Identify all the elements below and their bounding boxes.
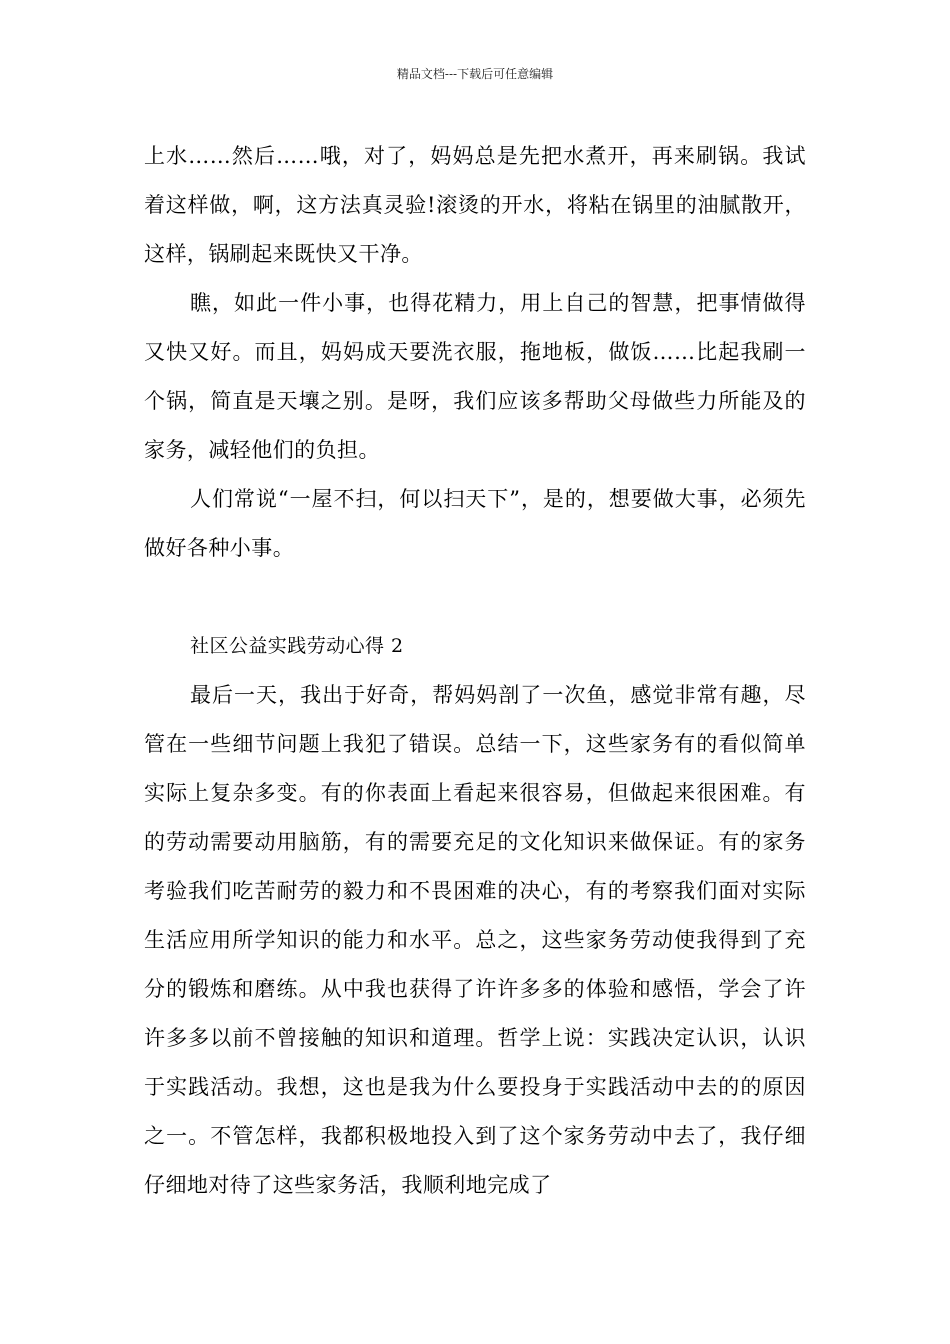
document-body: [144, 132, 806, 1210]
paragraph: 最后一天，我出于好奇，帮妈妈剖了一次鱼，感觉非常有趣，尽管在一些细节问题上我犯了错误。总结一下，这些家务有的看似简单实际上复杂多变。有的你表面上看起来很容易，但做起来很困难。有的劳动需要动用脑筋，有的需要充足的文化知识来做保证。有的家务考验我们吃苦耐劳的毅力和不畏困难的决心，有的考察我们面对实际生活应用所学知识的能力和水平。总之，这些家务劳动使我得到了充分的锻炼和磨练。从中我也获得了许许多多的体验和感悟，学会了许许多多以前不曾接触的知识和道理。哲学上说：实践决定认识，认识于实践活动。我想，这也是我为什么要投身于实践活动中去的的原因之一。不管怎样，我都积极地投入到了这个家务劳动中去了，我仔细仔细地对待了这些家务活，我顺利地完成了: [144, 683, 806, 1197]
paragraph: 人们常说“一屋不扫，何以扫天下”，是的，想要做大事，必须先做好各种小事。: [144, 487, 806, 560]
paragraph-continuation: 上水……然后……哦，对了，妈妈总是先把水煮开，再来刷锅。我试着这样做，啊，这方法真灵验!滚烫的开水，将粘在锅里的油腻散开，这样，锅刷起来既快又干净。: [144, 144, 806, 266]
paragraph: 瞧，如此一件小事，也得花精力，用上自己的智慧，把事情做得又快又好。而且，妈妈成天要洗衣服，拖地板，做饭……比起我刷一个锅，简直是天壤之别。是呀，我们应该多帮助父母做些力所能及的家务，减轻他们的负担。: [144, 291, 806, 462]
page-header: 精品文档---下载后可任意编辑: [396, 67, 554, 81]
section-title: 社区公益实践劳动心得 2: [190, 635, 404, 657]
